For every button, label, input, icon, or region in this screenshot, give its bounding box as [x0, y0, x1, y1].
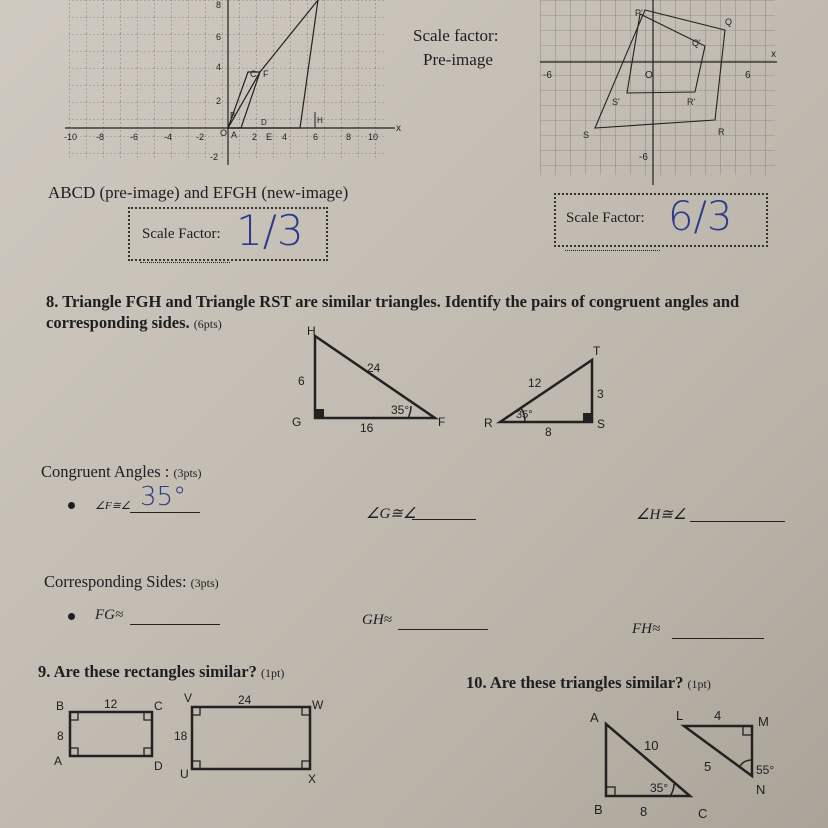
- side-gh-answer-line[interactable]: [398, 629, 488, 630]
- vertex-c-label: C: [154, 699, 163, 713]
- vertex-g-label: G: [292, 415, 302, 429]
- side-rs-label: 8: [545, 425, 552, 439]
- rectangle-abcd: [70, 712, 152, 756]
- tri2-left-label: 5: [704, 759, 712, 774]
- angle-f-label: 35°: [391, 403, 410, 417]
- angle-r-label: 35°: [516, 409, 533, 421]
- corresponding-sides-heading: Corresponding Sides: (3pts): [44, 572, 219, 591]
- tri2-angle-label: 55°: [756, 763, 775, 777]
- vertex-l-label: L: [676, 708, 684, 723]
- coordinate-grid-1: [60, 0, 405, 168]
- side-fg-answer-line[interactable]: [130, 624, 220, 625]
- point-f-label: F: [263, 69, 269, 79]
- x-axis-label: x: [396, 123, 401, 134]
- tri1-hyp-label: 10: [644, 738, 659, 753]
- vertex-a-label: A: [590, 710, 599, 725]
- point-c-label: C: [250, 69, 257, 79]
- x-axis-label-2: x: [771, 49, 776, 60]
- side-fg-prompt: FG≈: [95, 607, 124, 623]
- x-tick-label: -2: [196, 132, 205, 142]
- bullet: [68, 613, 75, 620]
- point-q-prime-label: Q': [692, 38, 701, 48]
- question-8-text-line2: corresponding sides. (6pts): [46, 313, 222, 332]
- handwritten-answer-scale-factor-1: 1/3: [236, 206, 304, 255]
- x-tick-label: -4: [164, 132, 173, 142]
- vertex-s-label: S: [597, 417, 606, 431]
- rect2-left-label: 18: [174, 729, 188, 743]
- x-tick-right: 6: [745, 70, 751, 81]
- vertex-h-label: H: [307, 324, 316, 338]
- point-b-label: B: [230, 111, 236, 120]
- point-a-label: A: [231, 130, 238, 140]
- x-tick-label: -6: [130, 132, 139, 142]
- vertex-a-label: A: [54, 754, 63, 768]
- vertex-b-label: B: [594, 802, 603, 817]
- x-tick-label: 8: [346, 132, 352, 142]
- point-s-label: S: [583, 130, 590, 140]
- rect1-top-label: 12: [104, 697, 118, 711]
- x-tick-label: 6: [313, 132, 319, 142]
- point-e-label: E: [266, 132, 273, 142]
- rectangle-uvwx: [192, 707, 310, 769]
- triangle-fgh: [280, 318, 450, 438]
- vertex-x-label: X: [308, 772, 317, 786]
- side-fh-answer-line[interactable]: [672, 638, 764, 639]
- vertex-f-label: F: [438, 415, 446, 429]
- angle-h-answer-line[interactable]: [690, 521, 785, 522]
- question-8-text: 8. Triangle FGH and Triangle RST are similar triangles. Identify the pairs of congruent angles and: [46, 292, 740, 311]
- point-q-label: Q: [725, 17, 733, 27]
- y-tick-label: 6: [216, 32, 222, 42]
- pre-image-label: Pre-image: [423, 50, 493, 69]
- point-h-label: H: [317, 116, 323, 125]
- angle-f-answer-line[interactable]: [130, 512, 200, 513]
- x-tick-label: -10: [64, 132, 78, 142]
- question-9-text: 9. Are these rectangles similar? (1pt): [38, 662, 285, 681]
- x-tick-label: 2: [252, 132, 258, 142]
- y-tick-label: 8: [216, 0, 222, 10]
- congruent-angles-heading: Congruent Angles : (3pts): [41, 462, 202, 481]
- coordinate-grid-2: [535, 0, 785, 190]
- y-tick-bottom: -6: [639, 152, 648, 163]
- x-tick-label: -8: [96, 132, 105, 142]
- angle-g-answer-line[interactable]: [412, 519, 476, 520]
- triangle-abc: [606, 724, 690, 796]
- point-r-prime-label: R': [687, 97, 696, 107]
- x-tick-label: 4: [282, 132, 288, 142]
- rect1-left-label: 8: [57, 729, 64, 743]
- point-r-label: R: [718, 127, 725, 137]
- rectangles-figure: [50, 690, 340, 790]
- vertex-m-label: M: [758, 714, 769, 729]
- origin-label: O: [220, 128, 228, 138]
- vertex-b-label: B: [56, 699, 65, 713]
- tri2-top-label: 4: [714, 708, 722, 723]
- vertex-u-label: U: [180, 767, 189, 781]
- scale-factor-box-label-1: Scale Factor:: [142, 226, 221, 242]
- vertex-w-label: W: [312, 698, 324, 712]
- angle-f-prompt: ∠F≅∠: [95, 500, 131, 512]
- side-gh-prompt: GH≈: [362, 612, 392, 628]
- y-tick-label: 2: [216, 96, 222, 106]
- scale-factor-label: Scale factor:: [413, 26, 499, 45]
- rect2-top-label: 24: [238, 693, 252, 707]
- vertex-c-label: C: [698, 806, 708, 821]
- side-hg-label: 6: [298, 374, 305, 388]
- y-tick-label: -2: [210, 152, 219, 162]
- handwritten-answer-scale-factor-2: 6/3: [668, 194, 733, 240]
- point-s-prime-label: S': [612, 97, 620, 107]
- triangles-figure: [580, 702, 810, 828]
- figure-caption: ABCD (pre-image) and EFGH (new-image): [48, 183, 349, 202]
- tri1-angle-label: 35°: [650, 781, 669, 795]
- side-gf-label: 16: [360, 421, 374, 435]
- side-hf-label: 24: [367, 361, 381, 375]
- vertex-v-label: V: [184, 691, 193, 705]
- vertex-n-label: N: [756, 782, 766, 797]
- side-rt-label: 12: [528, 376, 542, 390]
- origin-label-2: O: [645, 70, 653, 81]
- vertex-r-label: R: [484, 416, 493, 430]
- angle-h-prompt: ∠H≅∠: [636, 507, 687, 523]
- angle-g-prompt: ∠G≅∠: [366, 506, 417, 522]
- x-tick-left: -6: [543, 70, 552, 81]
- point-p-prime-label: P': [635, 8, 643, 18]
- triangle-lmn: [684, 726, 752, 776]
- question-10-text: 10. Are these triangles similar? (1pt): [466, 673, 711, 692]
- tri1-bottom-label: 8: [640, 804, 648, 819]
- side-fh-prompt: FH≈: [632, 621, 661, 637]
- y-tick-label: 4: [216, 62, 222, 72]
- handwritten-angle-f-answer: 35°: [140, 482, 187, 512]
- vertex-t-label: T: [593, 344, 601, 358]
- x-tick-label: 10: [368, 132, 379, 142]
- vertex-d-label: D: [154, 759, 163, 773]
- scale-factor-box-label-2: Scale Factor:: [566, 210, 645, 226]
- bullet: [68, 502, 75, 509]
- point-d-label: D: [261, 118, 267, 127]
- side-ts-label: 3: [597, 387, 604, 401]
- triangle-rst: [470, 340, 620, 440]
